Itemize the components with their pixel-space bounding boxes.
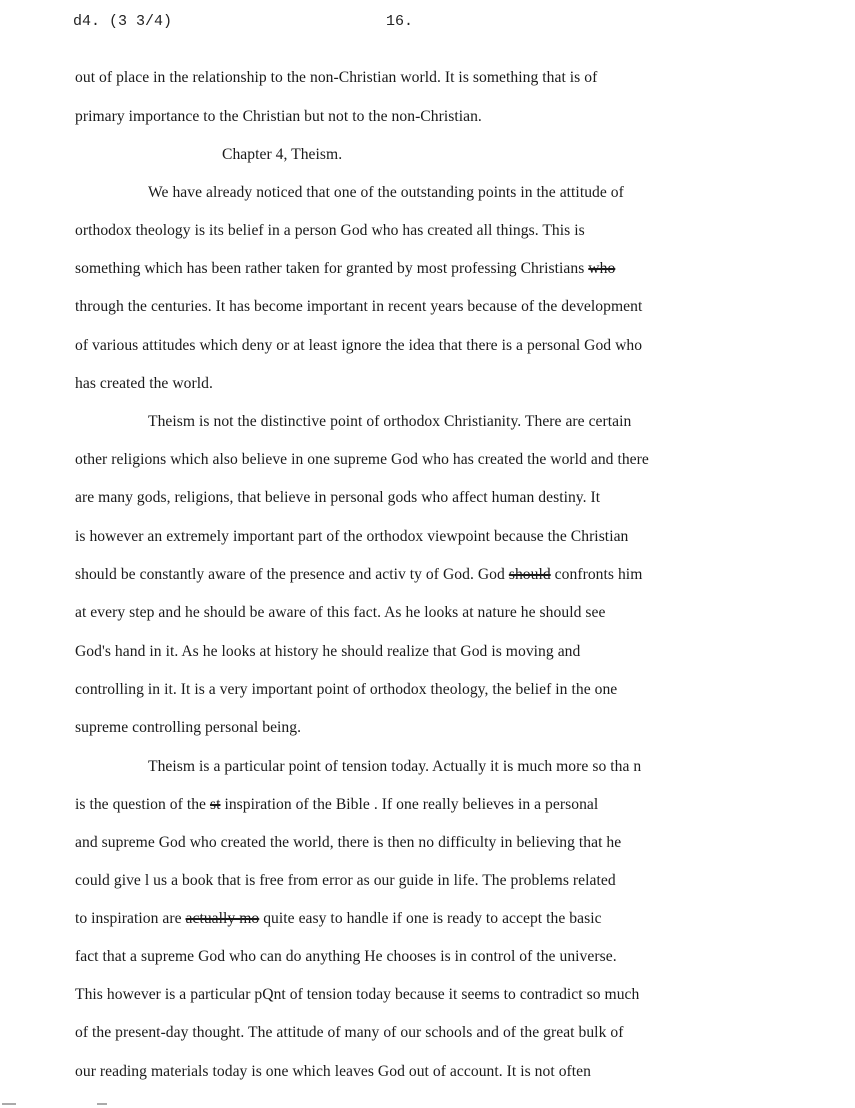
text-line: supreme controlling personal being.	[75, 719, 302, 736]
text-line: of the present-day thought. The attitude of many of our schools and of the great bulk of	[75, 1024, 624, 1041]
struck-word: should	[508, 566, 551, 583]
text-line: orthodox theology is its belief in a person God who has created all things. This is	[75, 222, 585, 239]
text-span: should be constantly aware of the presence and activ ty of God. God	[75, 566, 509, 583]
scan-mark	[97, 1103, 107, 1105]
text-line: has created the world.	[75, 375, 213, 392]
text-line: other religions which also believe in one supreme God who has created the world and there	[75, 451, 649, 468]
text-line: We have already noticed that one of the outstanding points in the attitude of	[148, 184, 624, 201]
struck-word: st	[209, 796, 221, 813]
page-number: 16.	[386, 13, 414, 30]
text-span: to inspiration are	[75, 910, 186, 927]
text-line	[75, 910, 602, 928]
struck-word: who	[588, 260, 616, 277]
text-line: fact that a supreme God who can do anything He chooses is in control of the universe.	[75, 948, 617, 965]
text-line: are many gods, religions, that believe in personal gods who affect human destiny. It	[75, 489, 601, 506]
text-line: of various attitudes which deny or at least ignore the idea that there is a personal God who	[75, 337, 643, 354]
text-line: primary importance to the Christian but not to the non-Christian.	[75, 108, 482, 125]
text-line: out of place in the relationship to the non-Christian world. It is something that is of	[75, 69, 598, 86]
text-span: something which has been rather taken for granted by most professing Christians	[75, 260, 589, 277]
text-line: Theism is not the distinctive point of orthodox Christianity. There are certain	[148, 413, 632, 430]
text-line: at every step and he should be aware of this fact. As he looks at nature he should see	[75, 604, 606, 621]
text-line	[75, 566, 642, 584]
text-line: through the centuries. It has become important in recent years because of the development	[75, 298, 643, 315]
text-span: inspiration of the Bible . If one really believes in a personal	[220, 796, 599, 813]
text-line: This however is a particular pQnt of tension today because it seems to contradict so much	[75, 986, 640, 1003]
scan-mark	[2, 1103, 16, 1105]
text-line	[75, 260, 615, 278]
text-span: is the question of the	[75, 796, 210, 813]
header-reference: d4. (3 3/4)	[73, 13, 173, 30]
text-span: confronts him	[550, 566, 643, 583]
text-line	[75, 796, 598, 814]
text-line: God's hand in it. As he looks at history he should realize that God is moving and	[75, 643, 581, 660]
text-line: Theism is a particular point of tension today. Actually it is much more so tha n	[148, 758, 642, 775]
text-line: controlling in it. It is a very important point of orthodox theology, the belief in the one	[75, 681, 618, 698]
chapter-heading: Chapter 4, Theism.	[222, 146, 343, 163]
text-line: and supreme God who created the world, there is then no difficulty in believing that he	[75, 834, 622, 851]
text-span: quite easy to handle if one is ready to accept the basic	[259, 910, 602, 927]
text-line: is however an extremely important part of the orthodox viewpoint because the Christian	[75, 528, 629, 545]
text-line: could give l us a book that is free from error as our guide in life. The problems related	[75, 872, 616, 889]
text-line: our reading materials today is one which leaves God out of account. It is not often	[75, 1063, 592, 1080]
struck-word: actually mo	[185, 910, 260, 927]
